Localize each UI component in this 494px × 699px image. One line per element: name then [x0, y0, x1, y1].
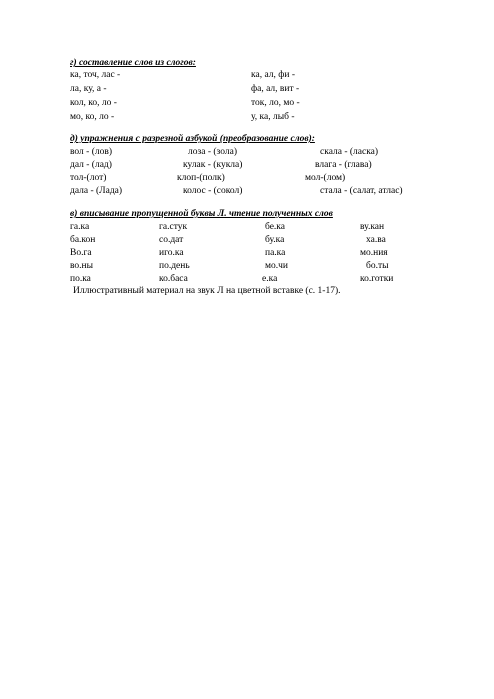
- word-pair: лоза - (зола): [188, 147, 237, 157]
- word-pair: стала - (салат, атлас): [320, 186, 403, 196]
- section-g-row: [0, 70, 494, 82]
- section-d-heading: д) упражнения с разрезной азбукой (преобразование слов):: [70, 134, 315, 144]
- section-g-row: [0, 84, 494, 96]
- section-v-row: [0, 261, 494, 273]
- section-g-heading: г) составление слов из слогов:: [70, 58, 196, 68]
- word-pair: клоп-(полк): [177, 173, 225, 183]
- section-v-row: [0, 274, 494, 286]
- gap-word: по.день: [159, 261, 190, 271]
- section-v-row: [0, 235, 494, 247]
- section-d-row: [0, 173, 494, 185]
- gap-word: бе.ка: [265, 222, 285, 232]
- gap-word: га.стук: [159, 222, 188, 232]
- word-pair: дал - (лад): [70, 160, 112, 170]
- gap-word: ха.ва: [366, 235, 386, 245]
- word-pair: скала - (ласка): [320, 147, 379, 157]
- section-d-row: [0, 147, 494, 159]
- gap-word: Во.га: [70, 248, 92, 258]
- gap-word: мо.ния: [360, 248, 388, 258]
- gap-word: иго.ка: [159, 248, 184, 258]
- syllable-set: ка, ал, фи -: [251, 70, 296, 80]
- word-pair: тол-(лот): [70, 173, 107, 183]
- word-pair: вол - (лов): [70, 147, 113, 157]
- word-pair: мол-(лом): [305, 173, 346, 183]
- gap-word: бу.ка: [265, 235, 285, 245]
- syllable-set: кол, ко, ло -: [70, 98, 117, 108]
- syllable-set: ток, ло, мо -: [251, 98, 300, 108]
- gap-word: мо.чи: [265, 261, 288, 271]
- section-g-row: [0, 112, 494, 124]
- syllable-set: ла, ку, а -: [70, 84, 107, 94]
- gap-word: ко.готки: [360, 274, 394, 284]
- gap-word: со.дат: [159, 235, 184, 245]
- syllable-set: ка, точ, лас -: [70, 70, 121, 80]
- section-v-row: [0, 248, 494, 260]
- gap-word: е.ка: [262, 274, 278, 284]
- gap-word: га.ка: [70, 222, 90, 232]
- section-v-heading: в) вписывание пропущенной буквы Л. чтение полученных слов: [70, 209, 333, 219]
- gap-word: па.ка: [265, 248, 286, 258]
- gap-word: ву.кан: [360, 222, 385, 232]
- word-pair: колос - (сокол): [183, 186, 243, 196]
- syllable-set: у, ка, лыб -: [251, 112, 295, 122]
- syllable-set: мо, ко, ло -: [70, 112, 115, 122]
- syllable-set: фа, ал, вит -: [251, 84, 300, 94]
- word-pair: дала - (Лада): [70, 186, 123, 196]
- word-pair: влага - (глава): [315, 160, 372, 170]
- section-d-row: [0, 186, 494, 198]
- gap-word: ко.баса: [159, 274, 188, 284]
- section-g-row: [0, 98, 494, 110]
- word-pair: кулак - (кукла): [183, 160, 243, 170]
- gap-word: ба.кон: [70, 235, 96, 245]
- section-v-row: [0, 222, 494, 234]
- gap-word: бо.ты: [366, 261, 389, 271]
- gap-word: во.ны: [70, 261, 94, 271]
- gap-word: по.ка: [70, 274, 91, 284]
- section-d-row: [0, 160, 494, 172]
- illustration-note: Иллюстративный материал на звук Л на цветной вставке (с. 1-17).: [73, 286, 341, 296]
